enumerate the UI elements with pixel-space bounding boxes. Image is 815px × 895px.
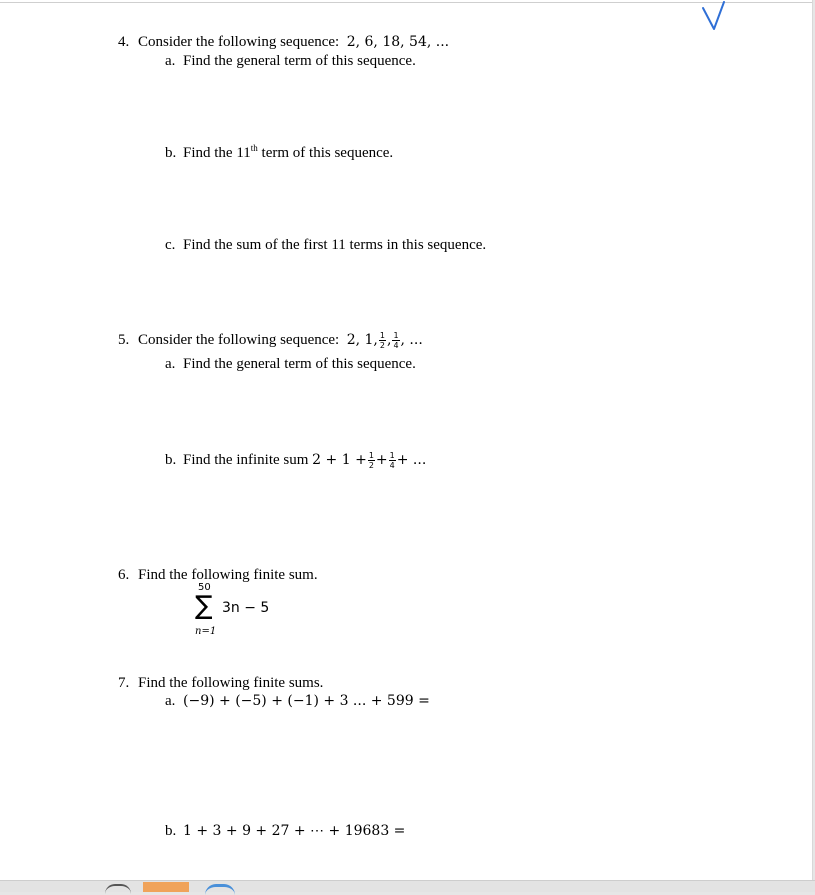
q5-b-sum-start: 2 + 1 + [312, 452, 367, 468]
q4-b-superscript: th [250, 143, 258, 153]
q5-b-text: Find the infinite sum [183, 452, 309, 468]
q6-sigma-upper: 50 [198, 582, 211, 593]
q5-frac1-num: 1 [379, 331, 385, 341]
q4-number: 4. [118, 34, 130, 50]
q4-stem-text: Consider the following sequence: [138, 34, 340, 50]
q4-part-c [165, 236, 486, 254]
sigma-icon: ∑ [195, 591, 213, 621]
q6-sigma-expression: 3n − 5 [222, 600, 270, 616]
q7-a-label: a. [165, 693, 176, 709]
q4-sequence: 2, 6, 18, 54, ... [346, 34, 450, 50]
q5-b-sum-end: + ... [396, 452, 427, 468]
q7-a-expression: (−9) + (−5) + (−1) + 3 ... + 599 = [183, 693, 430, 709]
q5-part-a [165, 355, 416, 373]
q6-text: Find the following finite sum. [138, 567, 318, 583]
q4-a-label: a. [165, 53, 176, 69]
q5-b-frac2-den: 4 [389, 461, 395, 471]
q5-b-label: b. [165, 452, 177, 468]
q7-part-b [165, 822, 405, 840]
q6-number: 6. [118, 567, 130, 583]
q5-b-frac1-num: 1 [368, 451, 374, 461]
q7-b-label: b. [165, 823, 177, 839]
q5-a-label: a. [165, 356, 176, 372]
q5-stem-text: Consider the following sequence: [138, 332, 340, 348]
q6-summation [193, 582, 303, 642]
checkmark-icon [690, 0, 750, 34]
taskbar [0, 880, 815, 892]
q5-fraction-half [379, 331, 386, 350]
q4-b-text-before: Find the 11 [183, 145, 251, 161]
q5-sequence-start: 2, 1, [346, 332, 378, 348]
q4-part-b [165, 144, 393, 162]
q6-sigma-lower: n=1 [195, 626, 217, 637]
q7-stem [118, 674, 323, 692]
q4-part-a [165, 52, 416, 70]
q5-b-frac1-den: 2 [368, 461, 374, 471]
q5-sequence-end: , ... [400, 332, 423, 348]
q5-frac2-den: 4 [393, 341, 399, 351]
q4-a-text: Find the general term of this sequence. [183, 53, 416, 69]
q4-c-label: c. [165, 237, 176, 253]
q4-c-text: Find the sum of the first 11 terms in this sequence. [183, 237, 487, 253]
taskbar-app-icon[interactable] [105, 884, 131, 894]
q7-text: Find the following finite sums. [138, 675, 324, 691]
q7-b-expression: 1 + 3 + 9 + 27 + ⋯ + 19683 = [183, 823, 406, 839]
q5-b-fraction-half [368, 451, 375, 470]
q5-sequence-comma: , [386, 332, 392, 348]
q5-fraction-quarter [392, 331, 399, 350]
q5-number: 5. [118, 332, 130, 348]
q5-frac1-den: 2 [379, 341, 385, 351]
q4-b-label: b. [165, 145, 177, 161]
q5-a-text: Find the general term of this sequence. [183, 356, 416, 372]
q5-frac2-num: 1 [393, 331, 399, 341]
q5-b-plus: + [375, 452, 388, 468]
q7-part-a [165, 692, 430, 710]
q4-b-text-after: term of this sequence. [257, 145, 394, 161]
q5-part-b [165, 451, 426, 470]
q5-b-fraction-quarter [389, 451, 396, 470]
taskbar-browser-icon[interactable] [205, 884, 235, 895]
q5-b-frac2-num: 1 [389, 451, 395, 461]
q5-stem [118, 331, 423, 350]
q4-stem [118, 33, 449, 51]
q7-number: 7. [118, 675, 130, 691]
